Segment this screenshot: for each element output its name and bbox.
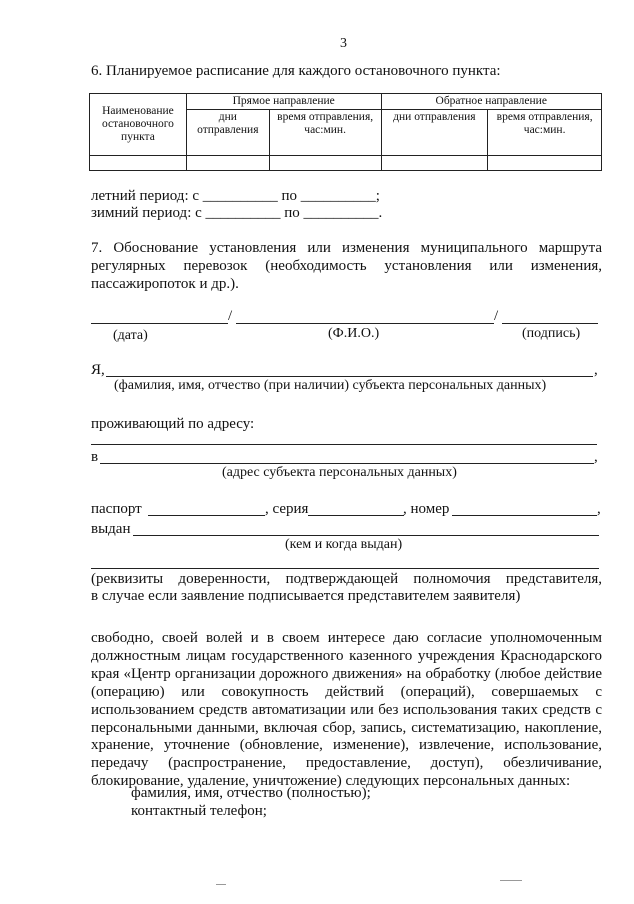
fio-subject-caption: (фамилия, имя, отчество (при наличии) субъекта персональных данных) <box>114 378 547 393</box>
proxy-caption-1: (реквизиты доверенности, подтверждающей полномочия представителя, <box>91 571 602 587</box>
table-cell <box>381 156 488 171</box>
issued-caption: (кем и когда выдан) <box>285 537 403 552</box>
scan-mark <box>216 884 226 885</box>
slash-2: / <box>494 308 499 324</box>
summer-period: летний период: с __________ по __________; <box>91 188 380 204</box>
series-label: , серия <box>265 501 309 517</box>
page-number: 3 <box>340 36 347 51</box>
proxy-caption-2: в случае если заявление подписывается представителем заявителя) <box>91 588 521 604</box>
header-direct-time: время отправления, час:мин. <box>269 110 381 156</box>
fio-subject-line[interactable] <box>106 376 593 377</box>
comma: , <box>594 362 598 378</box>
issued-line[interactable] <box>133 535 599 536</box>
comma: , <box>597 501 601 517</box>
section-7-line-1: 7. Обоснование установления или изменения муниципального маршрута <box>91 240 602 256</box>
proxy-line[interactable] <box>91 568 599 569</box>
table-cell <box>186 156 269 171</box>
winter-period: зимний период: с __________ по __________. <box>91 205 383 221</box>
section-7-line-2: регулярных перевозок (необходимость установления или изменения, <box>91 258 602 274</box>
list-item: фамилия, имя, отчество (полностью); <box>131 785 371 801</box>
series-line[interactable] <box>308 515 404 516</box>
slash-1: / <box>228 308 233 324</box>
scan-mark <box>500 880 522 881</box>
v-label: в <box>91 449 99 465</box>
fio-caption: (Ф.И.О.) <box>328 326 380 341</box>
consent-body: свободно, своей волей и в своем интересе даю согласие уполномоченным должностным лицам государственного казенного учреждения Краснодарского края «Центр организации дорожного движения» на обработку (любое действие (операцию) или совокупность действий (операций), совершаемых с использованием средств автоматизации или без использования таких средств с персональными данными, включая сбор, запись, систематизацию, накопление, хранение, уточнение (обновление, изменение), извлечение, использование, передачу (распространение, предоставление, доступ), обезличивание, блокирование, удаление, уничтожение) следующих персональных данных: <box>91 630 602 790</box>
schedule-table <box>89 93 602 171</box>
issued-label: выдан <box>91 521 131 537</box>
signature-line[interactable] <box>502 323 598 324</box>
number-line[interactable] <box>452 515 597 516</box>
address-line-2[interactable] <box>100 463 594 464</box>
address-line-1[interactable] <box>91 444 597 445</box>
table-cell <box>90 156 187 171</box>
header-reverse-days: дни отправления <box>381 110 488 156</box>
fio-line[interactable] <box>236 323 494 324</box>
passport-line[interactable] <box>148 515 265 516</box>
header-reverse: Обратное направление <box>381 94 602 110</box>
comma: , <box>594 449 598 465</box>
section-7-line-3: пассажиропоток и др.). <box>91 276 239 292</box>
passport-label: паспорт <box>91 501 142 517</box>
table-cell <box>269 156 381 171</box>
ya-label: Я, <box>91 362 105 378</box>
header-direct: Прямое направление <box>186 94 381 110</box>
number-label: , номер <box>403 501 450 517</box>
address-label: проживающий по адресу: <box>91 416 255 432</box>
table-row <box>90 156 602 171</box>
address-caption: (адрес субъекта персональных данных) <box>222 465 457 480</box>
header-stop-name: Наименование остановочного пункта <box>90 94 187 156</box>
signature-caption: (подпись) <box>522 326 581 341</box>
date-line[interactable] <box>91 323 228 324</box>
section-6-heading: 6. Планируемое расписание для каждого остановочного пункта: <box>91 63 501 79</box>
list-item: контактный телефон; <box>131 803 267 819</box>
header-direct-days: дни отправления <box>186 110 269 156</box>
table-cell <box>488 156 602 171</box>
date-caption: (дата) <box>113 328 148 343</box>
header-reverse-time: время отправления, час:мин. <box>488 110 602 156</box>
